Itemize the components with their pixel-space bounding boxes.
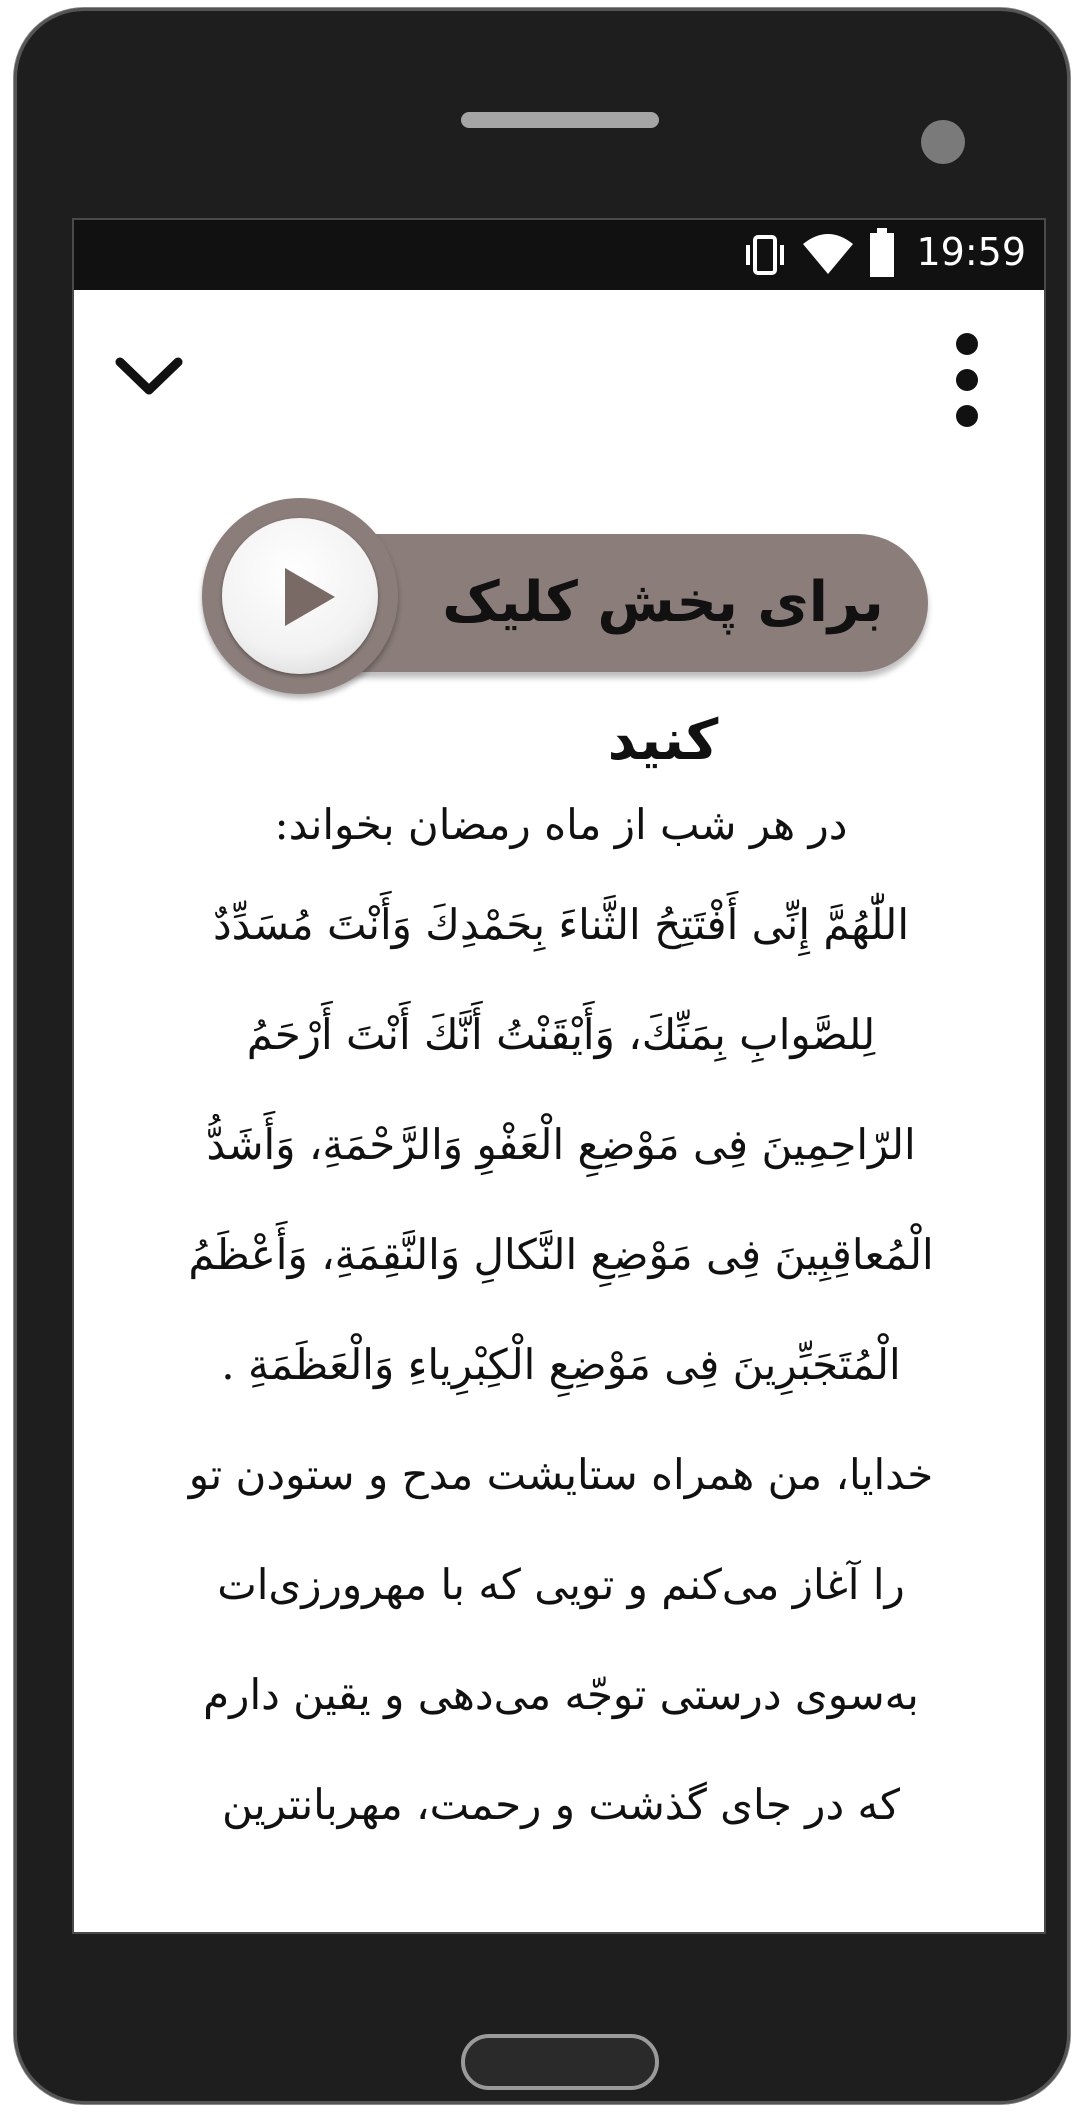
wifi-icon xyxy=(802,232,854,276)
more-vertical-icon[interactable] xyxy=(952,330,982,430)
phone-camera xyxy=(921,120,965,164)
text-line: الْمُعاقِبِينَ فِى مَوْضِعِ النَّكالِ وَالنَّقِمَةِ، وَأَعْظَمُ xyxy=(188,1230,934,1279)
status-time: 19:59 xyxy=(916,230,1026,274)
status-bar xyxy=(74,220,1044,290)
screen xyxy=(72,218,1046,1934)
text-line: الْمُتَجَبِّرِينَ فِى مَوْضِعِ الْكِبْرِياءِ وَالْعَظَمَةِ . xyxy=(221,1340,901,1389)
text-line: به‌سوی درستی توجّه می‌دهی و یقین دارم xyxy=(203,1670,919,1719)
phone-frame xyxy=(14,8,1070,2104)
play-button[interactable] xyxy=(202,498,928,773)
text-line: خدایا، من همراه ستایشت مدح و ستودن تو xyxy=(188,1450,934,1499)
prayer-text xyxy=(114,780,1008,1860)
play-icon xyxy=(285,568,335,626)
text-line: الرّاحِمِينَ فِى مَوْضِعِ الْعَفْوِ وَالرَّحْمَةِ، وَأَشَدُّ xyxy=(206,1120,916,1169)
play-button-circle[interactable] xyxy=(222,518,378,674)
play-button-label[interactable]: برای پخش کلیک کنید xyxy=(442,570,884,773)
text-line: که در جای گذشت و رحمت، مهربانترین xyxy=(221,1780,901,1829)
text-line: در هر شب از ماه رمضان بخواند: xyxy=(274,800,848,849)
phone-speaker xyxy=(461,112,659,128)
vibrate-icon xyxy=(742,234,788,276)
battery-icon xyxy=(868,228,896,278)
app-bar xyxy=(74,290,1044,430)
text-line: را آغاز می‌کنم و تویی که با مهرورزی‌ات xyxy=(217,1560,905,1609)
home-button[interactable] xyxy=(461,2034,659,2090)
text-line: لِلصَّوابِ بِمَنِّكَ، وَأَيْقَنْتُ أَنَّكَ أَنْتَ أَرْحَمُ xyxy=(246,1010,876,1059)
play-button-ring[interactable] xyxy=(202,498,398,694)
text-line: اللّٰهُمَّ إِنِّى أَفْتَتِحُ الثَّناءَ بِحَمْدِكَ وَأَنْتَ مُسَدِّدٌ xyxy=(212,900,910,949)
chevron-down-icon[interactable] xyxy=(114,350,184,400)
